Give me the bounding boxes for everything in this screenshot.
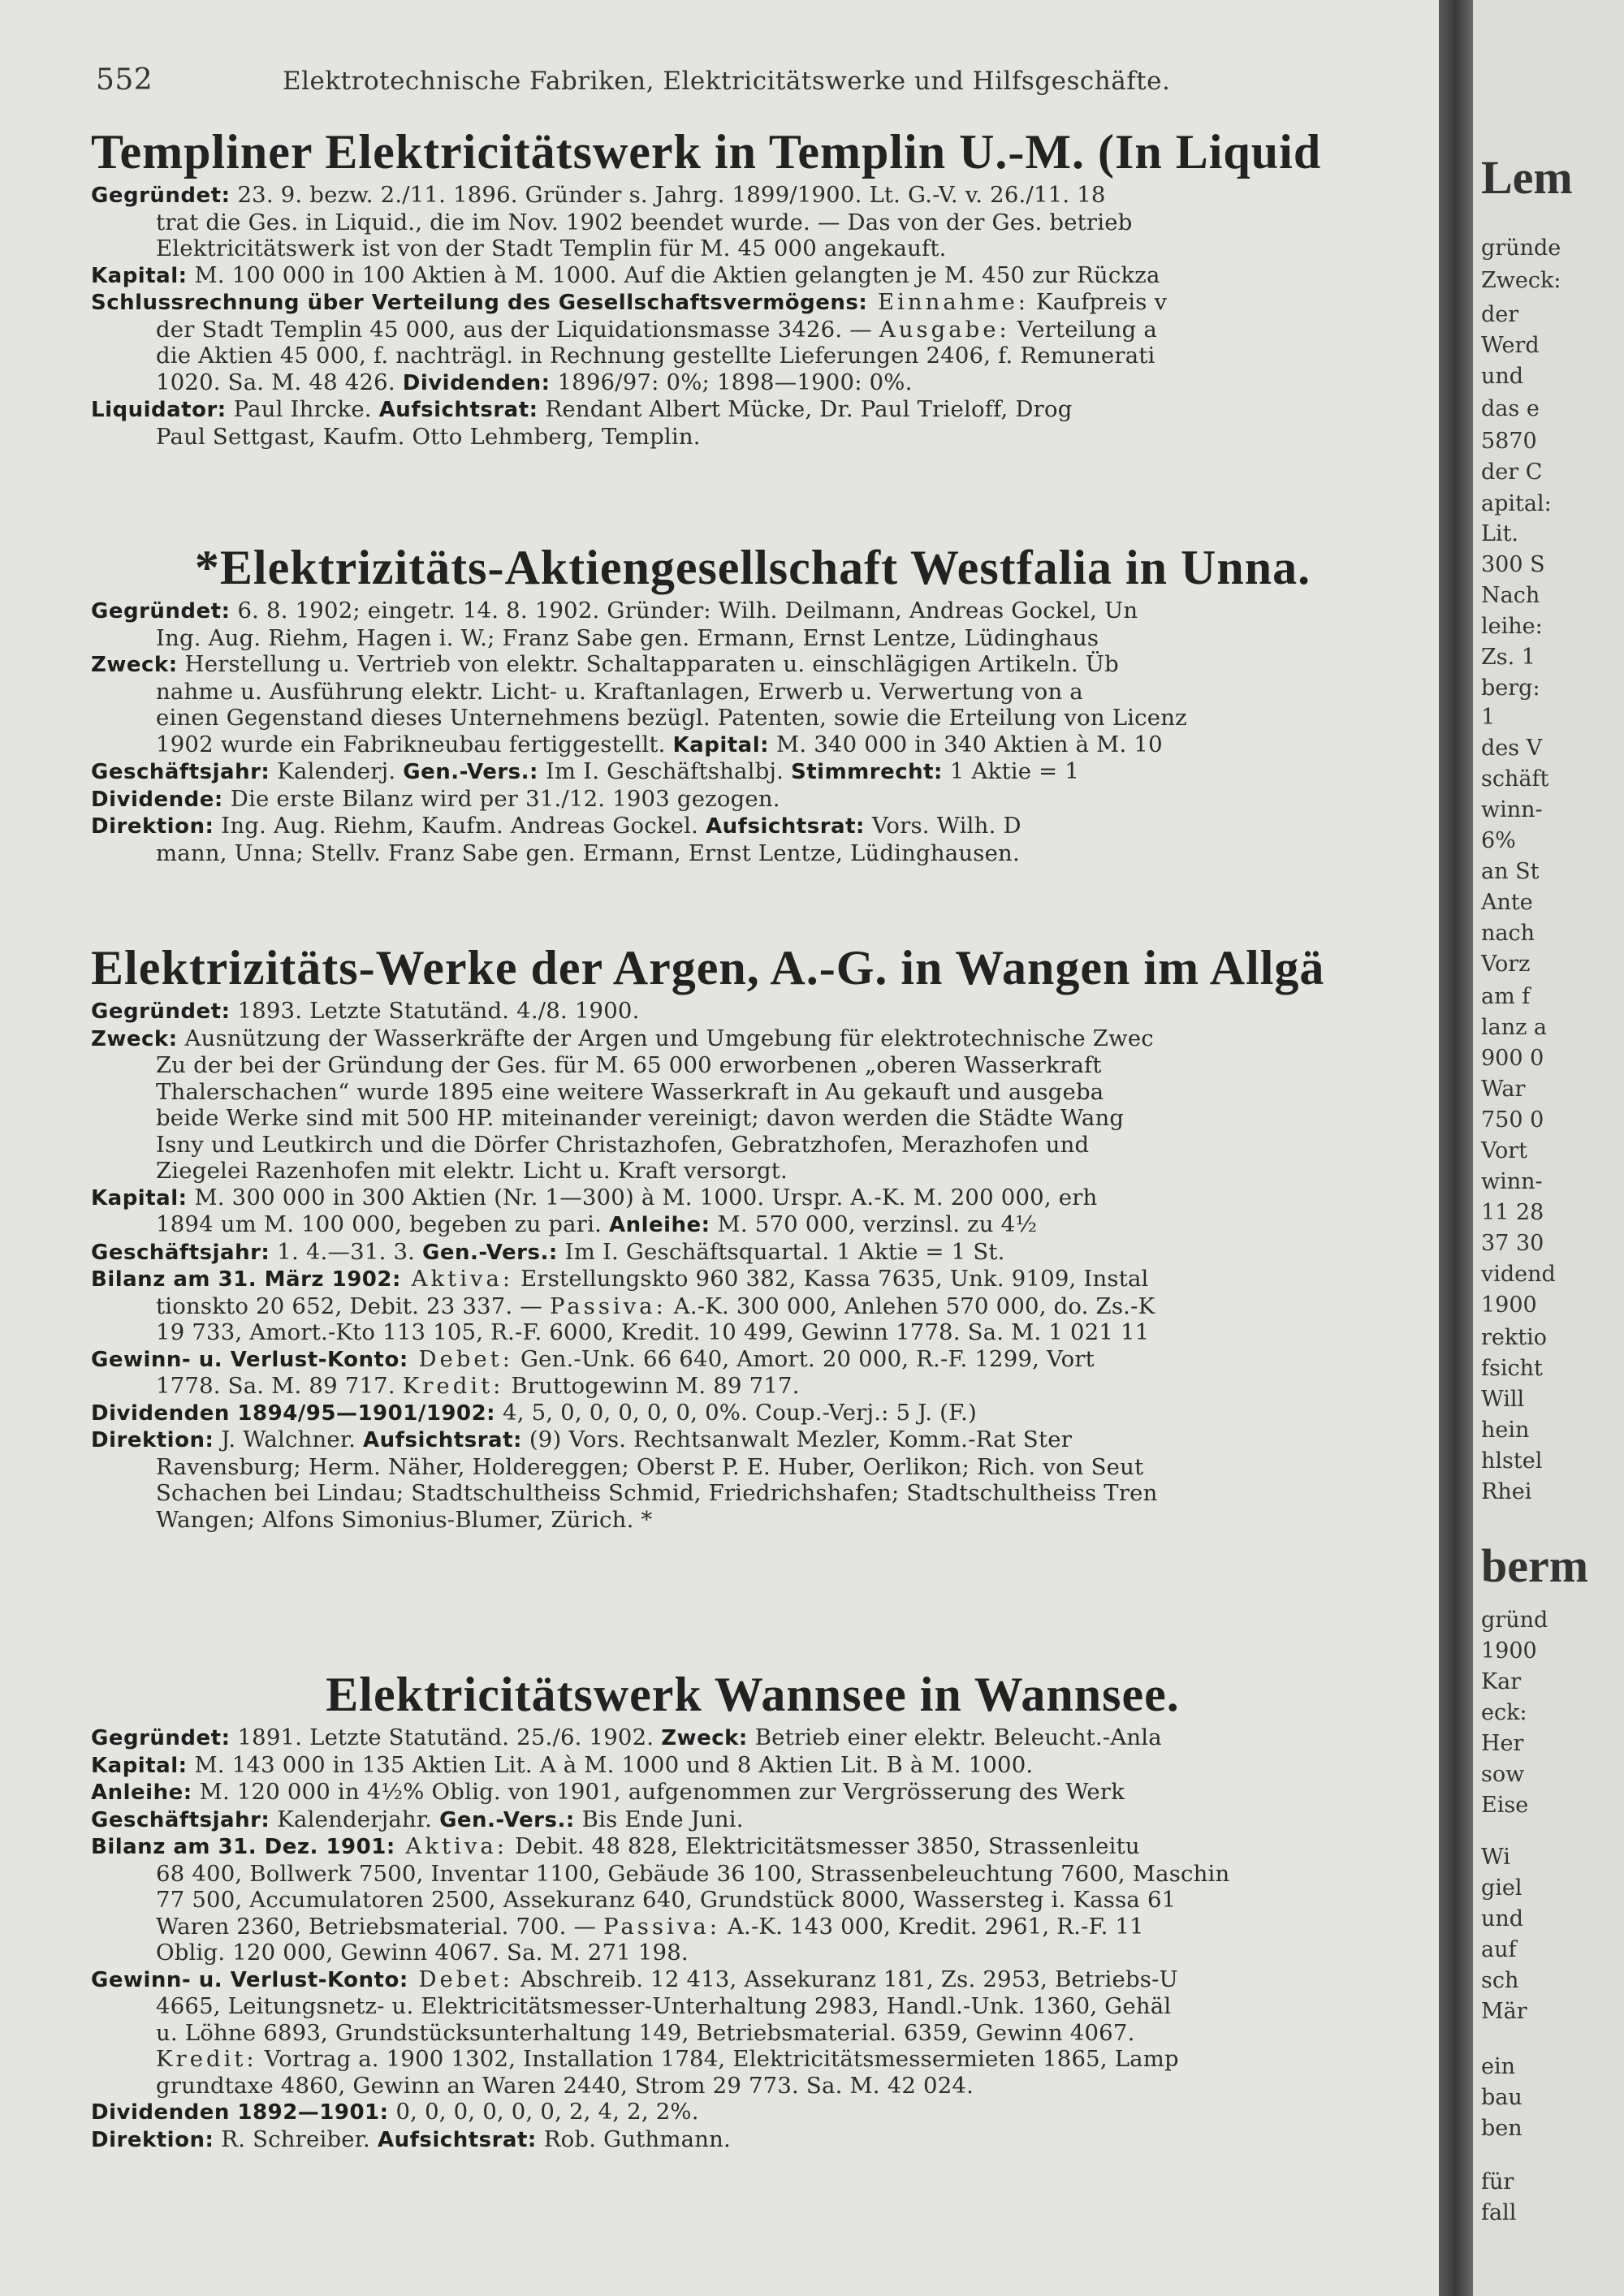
entry-line xyxy=(91,2073,1415,2100)
fragment-text: vidend xyxy=(1481,1262,1556,1287)
field-text: 1902 wurde ein Fabrikneubau fertiggestellt. xyxy=(156,731,673,757)
field-label: Direktion: xyxy=(91,814,214,839)
field-label: Bilanz am 31. Dez. 1901: xyxy=(91,1835,395,1859)
fragment-text: bau xyxy=(1481,2085,1522,2110)
fragment-text: Mär xyxy=(1481,1999,1527,2024)
entry-line xyxy=(91,1454,1415,1481)
entry-line xyxy=(91,1293,1415,1320)
field-text: 1 Aktie = 1 xyxy=(942,758,1080,784)
fragment-text: gründ xyxy=(1481,1608,1548,1633)
field-text: 1896/97: 0%; 1898—1900: 0%. xyxy=(550,369,913,395)
fragment-text: rektio xyxy=(1481,1325,1547,1350)
fragment-text: 900 0 xyxy=(1481,1046,1544,1071)
adjacent-page-fragment xyxy=(1473,0,1624,2296)
field-label: Geschäftsjahr: xyxy=(91,1240,270,1265)
fragment-text: berg: xyxy=(1481,675,1540,701)
entry-line xyxy=(91,396,1415,424)
field-text: 0, 0, 0, 0, 0, 0, 2, 4, 2, 2%. xyxy=(388,2099,699,2125)
company-entry-wannsee xyxy=(91,1664,1415,2153)
field-label: Aufsichtsrat: xyxy=(377,2127,537,2152)
field-text: 23. 9. bezw. 2./11. 1896. Gründer s. Jahrg. 1899/1900. Lt. G.-V. v. 26./11. 18 xyxy=(230,182,1106,208)
entry-line xyxy=(91,651,1415,679)
fragment-text: 1 xyxy=(1481,705,1496,730)
field-text: Isny und Leutkirch und die Dörfer Christazhofen, Gebratzhofen, Merazhofen und xyxy=(156,1131,1090,1158)
field-label: Aufsichtsrat: xyxy=(378,398,538,422)
fragment-text: Ante xyxy=(1481,890,1533,915)
entry-body xyxy=(91,182,1415,450)
fragment-text: der xyxy=(1481,302,1519,327)
fragment-text: 1900 xyxy=(1481,1293,1537,1318)
entry-line xyxy=(91,1185,1415,1212)
field-text: 4665, Leitungsnetz- u. Elektricitätsmesser-Unterhaltung 2983, Handl.-Unk. 1360, Gehäl xyxy=(156,1993,1172,2019)
entry-line xyxy=(91,2126,1415,2154)
fragment-text: Wi xyxy=(1481,1845,1510,1870)
field-text: Ing. Aug. Riehm, Hagen i. W.; Franz Sabe gen. Ermann, Ernst Lentze, Lüdinghaus xyxy=(156,624,1099,651)
fragment-text: Zweck: xyxy=(1481,268,1561,293)
entry-line xyxy=(91,1400,1415,1427)
field-text: (9) Vors. Rechtsanwalt Mezler, Komm.-Rat Ster xyxy=(521,1426,1073,1452)
field-text: Waren 2360, Betriebsmaterial. 700. — xyxy=(156,1913,604,1940)
entry-line xyxy=(91,1211,1415,1239)
entry-line xyxy=(91,758,1415,786)
entry-line xyxy=(91,1966,1415,1994)
book-spine-gutter xyxy=(1439,0,1473,2296)
entry-line xyxy=(91,1752,1415,1780)
field-label: Geschäftsjahr: xyxy=(91,760,270,784)
fragment-text: Zs. 1 xyxy=(1481,645,1535,670)
field-text: 1020. Sa. M. 48 426. xyxy=(156,369,403,395)
entry-line xyxy=(91,343,1415,369)
spaced-label: Kredit: xyxy=(402,1373,504,1399)
fragment-text: Vorz xyxy=(1481,952,1531,977)
fragment-text: sch xyxy=(1481,1968,1519,1993)
entry-line xyxy=(91,369,1415,397)
field-label: Geschäftsjahr: xyxy=(91,1807,270,1832)
fragment-text: fsicht xyxy=(1481,1356,1543,1381)
field-text: trat die Ges. in Liquid., die im Nov. 1902 beendet wurde. — Das von der Ges. betrieb xyxy=(156,209,1133,235)
field-label: Bilanz am 31. März 1902: xyxy=(91,1267,401,1292)
field-text: mann, Unna; Stellv. Franz Sabe gen. Ermann, Ernst Lentze, Lüdinghausen. xyxy=(156,839,1020,866)
fragment-text: hein xyxy=(1481,1418,1530,1443)
field-text: u. Löhne 6893, Grundstücksunterhaltung 149, Betriebsmaterial. 6359, Gewinn 4067. xyxy=(156,2019,1135,2046)
fragment-text: nach xyxy=(1481,921,1535,946)
fragment-text: und xyxy=(1481,1906,1524,1931)
field-text: nahme u. Ausführung elektr. Licht- u. Kraftanlagen, Erwerb u. Verwertung von a xyxy=(156,678,1083,705)
fragment-text: 750 0 xyxy=(1481,1107,1544,1133)
field-text: Ziegelei Razenhofen mit elektr. Licht u. Kraft versorgt. xyxy=(156,1158,788,1184)
field-text: Bis Ende Juni. xyxy=(574,1806,744,1832)
entry-line xyxy=(91,317,1415,343)
field-label: Dividenden: xyxy=(402,370,551,395)
field-text: 4, 5, 0, 0, 0, 0, 0, 0%. Coup.-Verj.: 5 J. (F.) xyxy=(495,1399,977,1426)
field-label: Stimmrecht: xyxy=(791,760,943,784)
field-label: Anleihe: xyxy=(91,1780,192,1805)
field-text: Kaufpreis v xyxy=(1029,289,1168,315)
field-text: 1891. Letzte Statutänd. 25./6. 1902. xyxy=(230,1724,662,1750)
fragment-text: ben xyxy=(1481,2116,1522,2141)
fragment-text: der C xyxy=(1481,460,1543,485)
field-text: A.-K. 143 000, Kredit. 2961, R.-F. 11 xyxy=(720,1913,1144,1940)
field-label: Gen.-Vers.: xyxy=(403,760,538,784)
field-label: Aufsichtsrat: xyxy=(706,814,865,839)
fragment-text: schäft xyxy=(1481,766,1549,792)
fragment-text: hlstel xyxy=(1481,1448,1543,1474)
fragment-text: gründe xyxy=(1481,235,1561,261)
entry-line xyxy=(91,2099,1415,2126)
fragment-text: sow xyxy=(1481,1762,1525,1787)
fragment-text: lanz a xyxy=(1481,1015,1548,1040)
company-title: Templiner Elektricitätswerk in Templin U.-M. (In Liquid xyxy=(91,125,1322,179)
entry-line xyxy=(91,705,1415,732)
field-text: Verteilung a xyxy=(1009,316,1157,343)
fragment-text: apital: xyxy=(1481,491,1552,516)
fragment-text: das e xyxy=(1481,396,1540,421)
fragment-text: auf xyxy=(1481,1937,1517,1962)
field-text: Rendant Albert Mücke, Dr. Paul Trieloff, Drog xyxy=(538,396,1073,422)
entry-line xyxy=(91,625,1415,652)
entry-line xyxy=(91,786,1415,814)
field-label: Direktion: xyxy=(91,2127,214,2152)
spaced-label: Kredit: xyxy=(156,2046,257,2072)
field-text: M. 100 000 in 100 Aktien à M. 1000. Auf die Aktien gelangten je M. 450 zur Rückza xyxy=(187,261,1160,288)
field-text: 1893. Letzte Statutänd. 4./8. 1900. xyxy=(230,998,640,1024)
field-label: Aufsichtsrat: xyxy=(363,1428,522,1452)
fragment-text: Her xyxy=(1481,1731,1524,1756)
field-label: Gegründet: xyxy=(91,183,231,208)
spaced-label: Ausgabe: xyxy=(879,316,1010,343)
company-entry-templin xyxy=(91,122,1415,450)
entry-line xyxy=(91,1993,1415,2020)
field-text: Ausnützung der Wasserkräfte der Argen und Umgebung für elektrotechnische Zwec xyxy=(177,1025,1154,1051)
fragment-text: winn- xyxy=(1481,1169,1543,1194)
field-text: grundtaxe 4860, Gewinn an Waren 2440, Strom 29 773. Sa. M. 42 024. xyxy=(156,2072,974,2099)
field-text: Thalerschachen“ wurde 1895 eine weitere Wasserkraft in Au gekauft und ausgeba xyxy=(156,1078,1104,1105)
company-title: Elektrizitäts-Werke der Argen, A.-G. in Wangen im Allgä xyxy=(91,941,1325,995)
fragment-text: Lem xyxy=(1481,151,1573,204)
field-label: Gen.-Vers.: xyxy=(422,1240,558,1265)
field-text: 1894 um M. 100 000, begeben zu pari. xyxy=(156,1211,609,1237)
entry-line xyxy=(91,1373,1415,1400)
entry-line xyxy=(91,813,1415,840)
fragment-text: Lit. xyxy=(1481,521,1518,546)
field-text: M. 143 000 in 135 Aktien Lit. A à M. 1000 und 8 Aktien Lit. B à M. 1000. xyxy=(187,1751,1034,1778)
fragment-text: für xyxy=(1481,2169,1514,2195)
spaced-label: Debet: xyxy=(408,1966,513,1992)
field-label: Zweck: xyxy=(661,1726,748,1750)
field-label: Gegründet: xyxy=(91,999,231,1024)
field-text: die Aktien 45 000, f. nachträgl. in Rechnung gestellte Lieferungen 2406, f. Remunerati xyxy=(156,343,1155,369)
fragment-text: giel xyxy=(1481,1875,1522,1901)
field-text: Bruttogewinn M. 89 717. xyxy=(503,1373,800,1399)
entry-line xyxy=(91,1266,1415,1293)
field-text: Im I. Geschäftshalbj. xyxy=(538,758,791,784)
fragment-text: 1900 xyxy=(1481,1638,1537,1664)
field-text: Betrieb einer elektr. Beleucht.-Anla xyxy=(747,1724,1162,1750)
spaced-label: Passiva: xyxy=(549,1293,667,1319)
field-label: Direktion: xyxy=(91,1428,214,1452)
entry-line xyxy=(91,840,1415,867)
field-text: Zu der bei der Gründung der Ges. für M. 65 000 erworbenen „oberen Wasserkraft xyxy=(156,1052,1102,1078)
field-text: 1778. Sa. M. 89 717. xyxy=(156,1373,403,1399)
fragment-text: und xyxy=(1481,364,1524,389)
entry-body xyxy=(91,998,1415,1533)
field-label: Anleihe: xyxy=(608,1213,710,1237)
field-text: M. 120 000 in 4½% Oblig. von 1901, aufgenommen zur Vergrösserung des Werk xyxy=(192,1779,1125,1805)
field-text: Oblig. 120 000, Gewinn 4067. Sa. M. 271 198. xyxy=(156,1940,689,1966)
entry-line xyxy=(91,1833,1415,1861)
entry-line xyxy=(91,1914,1415,1940)
field-text: Herstellung u. Vertrieb von elektr. Schaltapparaten u. einschlägigen Artikeln. Üb xyxy=(177,651,1119,677)
field-text: Wangen; Alfons Simonius-Blumer, Zürich. * xyxy=(156,1506,653,1533)
fragment-text: leihe: xyxy=(1481,614,1543,639)
field-label: Zweck: xyxy=(91,653,178,677)
entry-line xyxy=(91,1779,1415,1806)
field-label: Liquidator: xyxy=(91,398,227,422)
entry-line xyxy=(91,732,1415,759)
field-text: 68 400, Bollwerk 7500, Inventar 1100, Gebäude 36 100, Strassenbeleuchtung 7600, Maschin xyxy=(156,1860,1230,1887)
field-label: Dividenden 1892—1901: xyxy=(91,2100,389,2125)
entry-line xyxy=(91,1319,1415,1346)
field-text: einen Gegenstand dieses Unternehmens bezügl. Patenten, sowie die Erteilung von Licenz xyxy=(156,705,1187,731)
entry-line xyxy=(91,1724,1415,1752)
field-text: R. Schreiber. xyxy=(214,2126,378,2152)
entry-line xyxy=(91,1239,1415,1267)
field-label: Gen.-Vers.: xyxy=(439,1807,575,1832)
company-entry-westfalia xyxy=(91,537,1415,866)
spaced-label: Passiva: xyxy=(603,1913,720,1940)
entry-line xyxy=(91,209,1415,236)
entry-line xyxy=(91,1480,1415,1507)
fragment-text: am f xyxy=(1481,984,1531,1009)
entry-line xyxy=(91,2046,1415,2073)
entry-line xyxy=(91,1132,1415,1159)
field-text: Ing. Aug. Riehm, Kaufm. Andreas Gockel. xyxy=(214,813,706,839)
fragment-text: Werd xyxy=(1481,333,1540,358)
spaced-label: Debet: xyxy=(408,1345,513,1372)
field-text: Im I. Geschäftsquartal. 1 Aktie = 1 St. xyxy=(557,1238,1005,1265)
entry-line xyxy=(91,1052,1415,1079)
entry-line xyxy=(91,289,1415,317)
spaced-label: Aktiva: xyxy=(395,1833,508,1859)
field-text: Gen.-Unk. 66 640, Amort. 20 000, R.-F. 1299, Vort xyxy=(513,1345,1095,1372)
field-text: 6. 8. 1902; eingetr. 14. 8. 1902. Gründer: Wilh. Deilmann, Andreas Gockel, Un xyxy=(230,598,1138,624)
field-text: J. Walchner. xyxy=(214,1426,364,1452)
field-text: Ravensburg; Herm. Näher, Holdereggen; Oberst P. E. Huber, Oerlikon; Rich. von Seut xyxy=(156,1453,1144,1480)
entry-line xyxy=(91,1158,1415,1185)
entry-line xyxy=(91,262,1415,290)
field-text: Paul Settgast, Kaufm. Otto Lehmberg, Templin. xyxy=(156,423,701,450)
field-label: Kapital: xyxy=(91,1753,188,1778)
field-label: Gegründet: xyxy=(91,1726,231,1750)
fragment-text: Kar xyxy=(1481,1669,1522,1694)
running-title: Elektrotechnische Fabriken, Elektricitätswerke und Hilfsgeschäfte. xyxy=(283,67,1171,96)
field-text: Rob. Guthmann. xyxy=(536,2126,731,2152)
field-text: beide Werke sind mit 500 HP. miteinander vereinigt; davon werden die Städte Wang xyxy=(156,1105,1125,1131)
field-text: Kalenderj. xyxy=(270,758,404,784)
company-entry-argen xyxy=(91,938,1415,1533)
entry-line xyxy=(91,998,1415,1025)
field-label: Kapital: xyxy=(91,263,188,288)
field-label: Dividende: xyxy=(91,787,223,812)
fragment-text: 6% xyxy=(1481,828,1516,853)
fragment-text: Vort xyxy=(1481,1138,1528,1163)
fragment-text: Eise xyxy=(1481,1793,1529,1818)
field-label: Gewinn- u. Verlust-Konto: xyxy=(91,1347,408,1372)
fragment-text: berm xyxy=(1481,1539,1589,1592)
entry-body xyxy=(91,1724,1415,2153)
entry-line xyxy=(91,679,1415,706)
field-label: Kapital: xyxy=(672,732,770,757)
fragment-text: eck: xyxy=(1481,1700,1527,1725)
field-text: M. 300 000 in 300 Aktien (Nr. 1—300) à M. 1000. Urspr. A.-K. M. 200 000, erh xyxy=(187,1184,1098,1211)
field-text: Vors. Wilh. D xyxy=(864,813,1021,839)
entry-line xyxy=(91,1940,1415,1966)
entry-body xyxy=(91,598,1415,866)
entry-line xyxy=(91,1079,1415,1106)
field-text: tionskto 20 652, Debit. 23 337. — xyxy=(156,1293,550,1319)
fragment-text: an St xyxy=(1481,859,1540,884)
fragment-text: des V xyxy=(1481,736,1543,761)
company-title: *Elektrizitäts-Aktiengesellschaft Westfalia in Unna. xyxy=(194,541,1311,594)
field-text: 1. 4.—31. 3. xyxy=(270,1238,423,1265)
fragment-text: 300 S xyxy=(1481,552,1545,577)
entry-line xyxy=(91,2020,1415,2047)
fragment-text: 37 30 xyxy=(1481,1231,1544,1256)
entry-line xyxy=(91,1861,1415,1888)
running-header xyxy=(96,63,1427,97)
field-text: Abschreib. 12 413, Assekuranz 181, Zs. 2953, Betriebs-U xyxy=(513,1966,1178,1992)
entry-line xyxy=(91,424,1415,451)
entry-line xyxy=(91,1025,1415,1053)
field-label: Schlussrechnung über Verteilung des Gesellschaftsvermögens: xyxy=(91,291,868,315)
field-text: Kalenderjahr. xyxy=(270,1806,440,1832)
field-label: Kapital: xyxy=(91,1185,188,1211)
field-text: 77 500, Accumulatoren 2500, Assekuranz 640, Grundstück 8000, Wassersteg i. Kassa 61 xyxy=(156,1887,1177,1913)
fragment-text: Will xyxy=(1481,1387,1525,1412)
field-text: Vortrag a. 1900 1302, Installation 1784, Elektricitätsmessermieten 1865, Lamp xyxy=(257,2046,1179,2072)
entry-line xyxy=(91,1887,1415,1914)
field-text: Schachen bei Lindau; Stadtschultheiss Schmid, Friedrichshafen; Stadtschultheiss Tren xyxy=(156,1480,1158,1506)
fragment-text: War xyxy=(1481,1077,1526,1102)
field-text: Paul Ihrcke. xyxy=(226,396,379,422)
field-label: Dividenden 1894/95—1901/1902: xyxy=(91,1400,496,1426)
fragment-text: 5870 xyxy=(1481,429,1537,454)
fragment-text: ein xyxy=(1481,2054,1516,2079)
fragment-text: winn- xyxy=(1481,797,1543,822)
fragment-text: Nach xyxy=(1481,583,1540,608)
fragment-text: fall xyxy=(1481,2200,1517,2225)
field-text: der Stadt Templin 45 000, aus der Liquidationsmasse 3426. — xyxy=(156,316,879,343)
page-number: 552 xyxy=(96,63,153,97)
entry-line xyxy=(91,1105,1415,1132)
field-label: Zweck: xyxy=(91,1026,178,1051)
entry-line xyxy=(91,182,1415,209)
fragment-text: Rhei xyxy=(1481,1479,1532,1504)
field-text: Erstellungskto 960 382, Kassa 7635, Unk. 9109, Instal xyxy=(513,1266,1149,1292)
field-label: Gewinn- u. Verlust-Konto: xyxy=(91,1967,408,1992)
company-title: Elektricitätswerk Wannsee in Wannsee. xyxy=(326,1668,1180,1721)
entry-line xyxy=(91,235,1415,262)
field-text: A.-K. 300 000, Anlehen 570 000, do. Zs.-K xyxy=(666,1293,1155,1319)
field-text: M. 340 000 in 340 Aktien à M. 10 xyxy=(769,731,1163,757)
fragment-text: 11 28 xyxy=(1481,1200,1544,1225)
field-text: M. 570 000, verzinsl. zu 4½ xyxy=(710,1211,1038,1237)
field-text: Elektricitätswerk ist von der Stadt Templin für M. 45 000 angekauft. xyxy=(156,235,947,261)
entry-line xyxy=(91,1346,1415,1374)
spaced-label: Aktiva: xyxy=(400,1266,514,1292)
spaced-label: Einnahme: xyxy=(867,289,1030,315)
entry-line xyxy=(91,1507,1415,1534)
entry-line xyxy=(91,598,1415,625)
field-text: Debit. 48 828, Elektricitätsmesser 3850, Strassenleitu xyxy=(508,1833,1140,1859)
field-text: Die erste Bilanz wird per 31./12. 1903 gezogen. xyxy=(222,785,780,812)
entry-line xyxy=(91,1806,1415,1834)
field-text: 19 733, Amort.-Kto 113 105, R.-F. 6000, Kredit. 10 499, Gewinn 1778. Sa. M. 1 021 11 xyxy=(156,1319,1150,1345)
entry-line xyxy=(91,1426,1415,1454)
field-label: Gegründet: xyxy=(91,599,231,624)
